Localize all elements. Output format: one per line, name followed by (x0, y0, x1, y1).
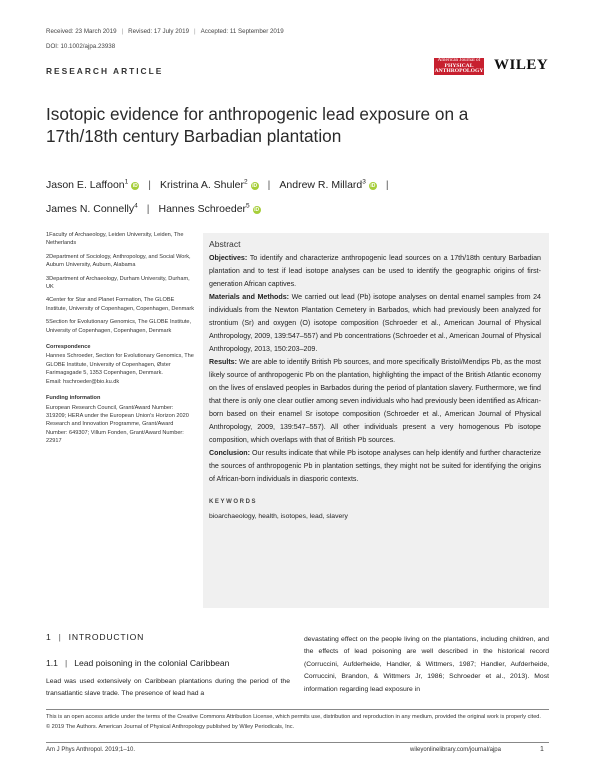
affiliation: 5Section for Evolutionary Genomics, The GLOBE Institute, University of Copenhagen, Copenhagen, Denmark (46, 319, 192, 334)
journal-logo-top: American Journal of (437, 57, 481, 64)
author[interactable]: Andrew R. Millard$^3$iD (279, 178, 376, 191)
keywords-heading: KEYWORDS (209, 499, 258, 505)
orcid-icon[interactable]: iD (254, 207, 260, 213)
affiliation: 2Department of Sociology, Anthropology, and Social Work, Auburn University, Auburn, Alabama (46, 253, 191, 269)
orcid-icon[interactable]: iD (132, 182, 138, 189)
funding-text: European Research Council, Grant/Award Number: 319209; HERA under the European Union's Horizon 2020 Research and Innovation Programme, Grant/Award Number: 649307; Villum Fonden, Grant/Award Number: 22917 (46, 404, 189, 445)
divider (46, 709, 549, 710)
correspondence-text: Hannes Schroeder, Section for Evolutionary Genomics, The GLOBE Institute, University of Copenhagen, Øster Farimagsgade 5, 1353 Copenhagen, Denmark. (46, 353, 194, 377)
article-title: Isotopic evidence for anthropogenic lead exposure on a 17th/18th century Barbadian plantation (46, 104, 469, 146)
abstract-objectives: Objectives: To identify and characterize anthropogenic lead sources on a 17th/18th century Barbadian plantation and to test if lead isotope analyses can be used to identify the geographic origins of first-generation African captives. (209, 254, 541, 288)
article-dates: Received: 23 March 2019 | Revised: 17 July 2019 | Accepted: 11 September 2019 (46, 28, 284, 35)
abstract-results: Results: We are able to identify British Pb sources, and more specifically Bristol/Mendips Pb, as the most likely source of anthropogenic Pb on the plantation, highlighting the impact of the British Atlantic economy on the lives of enslaved peoples in Barbados during the period of plantation slavery. Furthermore, we find that there is only one clear outlier among seven individuals who had previously been identified as African-born based on their enamel Sr isotope composition (Schroeder et al., American Journal of Physical Anthropology, 2009, 139:547–557). All other individuals present a very homogenous Pb isotope composition, which overlaps with that of British Pb sources. (209, 358, 541, 444)
author[interactable]: Jason E. Laffoon$^1$iD (46, 178, 138, 191)
license-text: This is an open access article under the terms of the Creative Commons Attribution License, which permits use, distribution and reproduction in any medium, provided the original work is properly cited. (46, 714, 541, 720)
body-text-right: devastating effect on the people living on the plantations, including children, and the effects of lead poisoning are well described in the historical record (Corruccini, Aufderheide, Handler, & Wittmers, 1987; Handler, Aufderheide, Corruccini, Brandon, & Wittmers Jr, 1986; Schroeder et al., 2013). Most information regarding lead exposure in (304, 636, 549, 693)
keywords: bioarchaeology, health, isotopes, lead, slavery (209, 513, 348, 520)
doi[interactable]: DOI: 10.1002/ajpa.23938 (46, 43, 116, 50)
author-list: Jason E. Laffoon$^1$iD | Kristrina A. Shuler$^2$iD | Andrew R. Millard$^3$iD | James N. Connelly$^4$ | Hannes Schroeder$^5$iD (46, 178, 389, 215)
journal-logo (434, 58, 484, 75)
abstract-heading: Abstract (209, 239, 241, 249)
affiliation: 4Center for Star and Planet Formation, The GLOBE Institute, University of Copenhagen, Copenhagen, Denmark (46, 297, 195, 312)
correspondence-email[interactable]: Email: hschroeder@bio.ku.dk (46, 378, 120, 385)
revised-date: Revised: 17 July 2019 (128, 28, 190, 35)
funding-heading: Funding information (46, 395, 101, 402)
author[interactable]: Kristrina A. Shuler$^2$iD (159, 178, 258, 191)
abstract-conclusion: Conclusion: Our results indicate that while Pb isotope analyses can help identify and further characterize the sources of anthropogenic Pb in plantation settings, they might not be suited for identifying the origins of African-born individuals in diasporic contexts. (209, 449, 541, 483)
section-heading-introduction: 1 | INTRODUCTION (46, 632, 145, 642)
body-text-left: Lead was used extensively on Caribbean plantations during the period of the transatlantic slave trade. The presence of lead had a (46, 678, 290, 698)
abstract-box (203, 233, 549, 608)
abstract-methods: Materials and Methods: We carried out lead (Pb) isotope analyses on dental enamel samples from 24 individuals from the Newton Plantation Cemetery in Barbados, which had previously been analyzed for strontium (Sr) and oxygen (O) isotope composition (Schroeder et al., American Journal of Physical Anthropology, 2009, 139:547–557) and Pb concentrations (Schroeder et al., American Journal of Physical Anthropology, 2013, 150:203–209. (209, 293, 541, 353)
citation: Am J Phys Anthropol. 2019;1–10. (46, 747, 136, 753)
received-date: Received: 23 March 2019 (46, 28, 117, 35)
divider (46, 742, 549, 743)
publisher-logo: WILEY (494, 57, 549, 73)
accepted-date: Accepted: 11 September 2019 (200, 28, 284, 35)
author[interactable]: Hannes Schroeder$^5$iD (158, 202, 260, 215)
correspondence-heading: Correspondence (46, 344, 91, 351)
author[interactable]: James N. Connelly$^4$ (46, 202, 138, 215)
affiliation: 1Faculty of Archaeology, Leiden University, Leiden, The Netherlands (46, 232, 184, 247)
affiliation: 3Department of Archaeology, Durham University, Durham, UK (46, 275, 190, 291)
journal-url[interactable]: wileyonlinelibrary.com/journal/ajpa (410, 747, 501, 753)
article-type: RESEARCH ARTICLE (46, 66, 164, 76)
orcid-icon[interactable]: iD (252, 182, 258, 189)
journal-logo-main: PHYSICAL ANTHROPOLOGY (434, 62, 484, 75)
copyright-text: © 2019 The Authors. American Journal of Physical Anthropology published by Wiley Periodicals, Inc. (46, 724, 295, 730)
license-note (46, 712, 549, 732)
subsection-heading: 1.1 | Lead poisoning in the colonial Caribbean (46, 658, 230, 668)
page-number: 1 (540, 746, 544, 753)
orcid-icon[interactable]: iD (370, 182, 376, 189)
affiliations-column (46, 231, 194, 451)
